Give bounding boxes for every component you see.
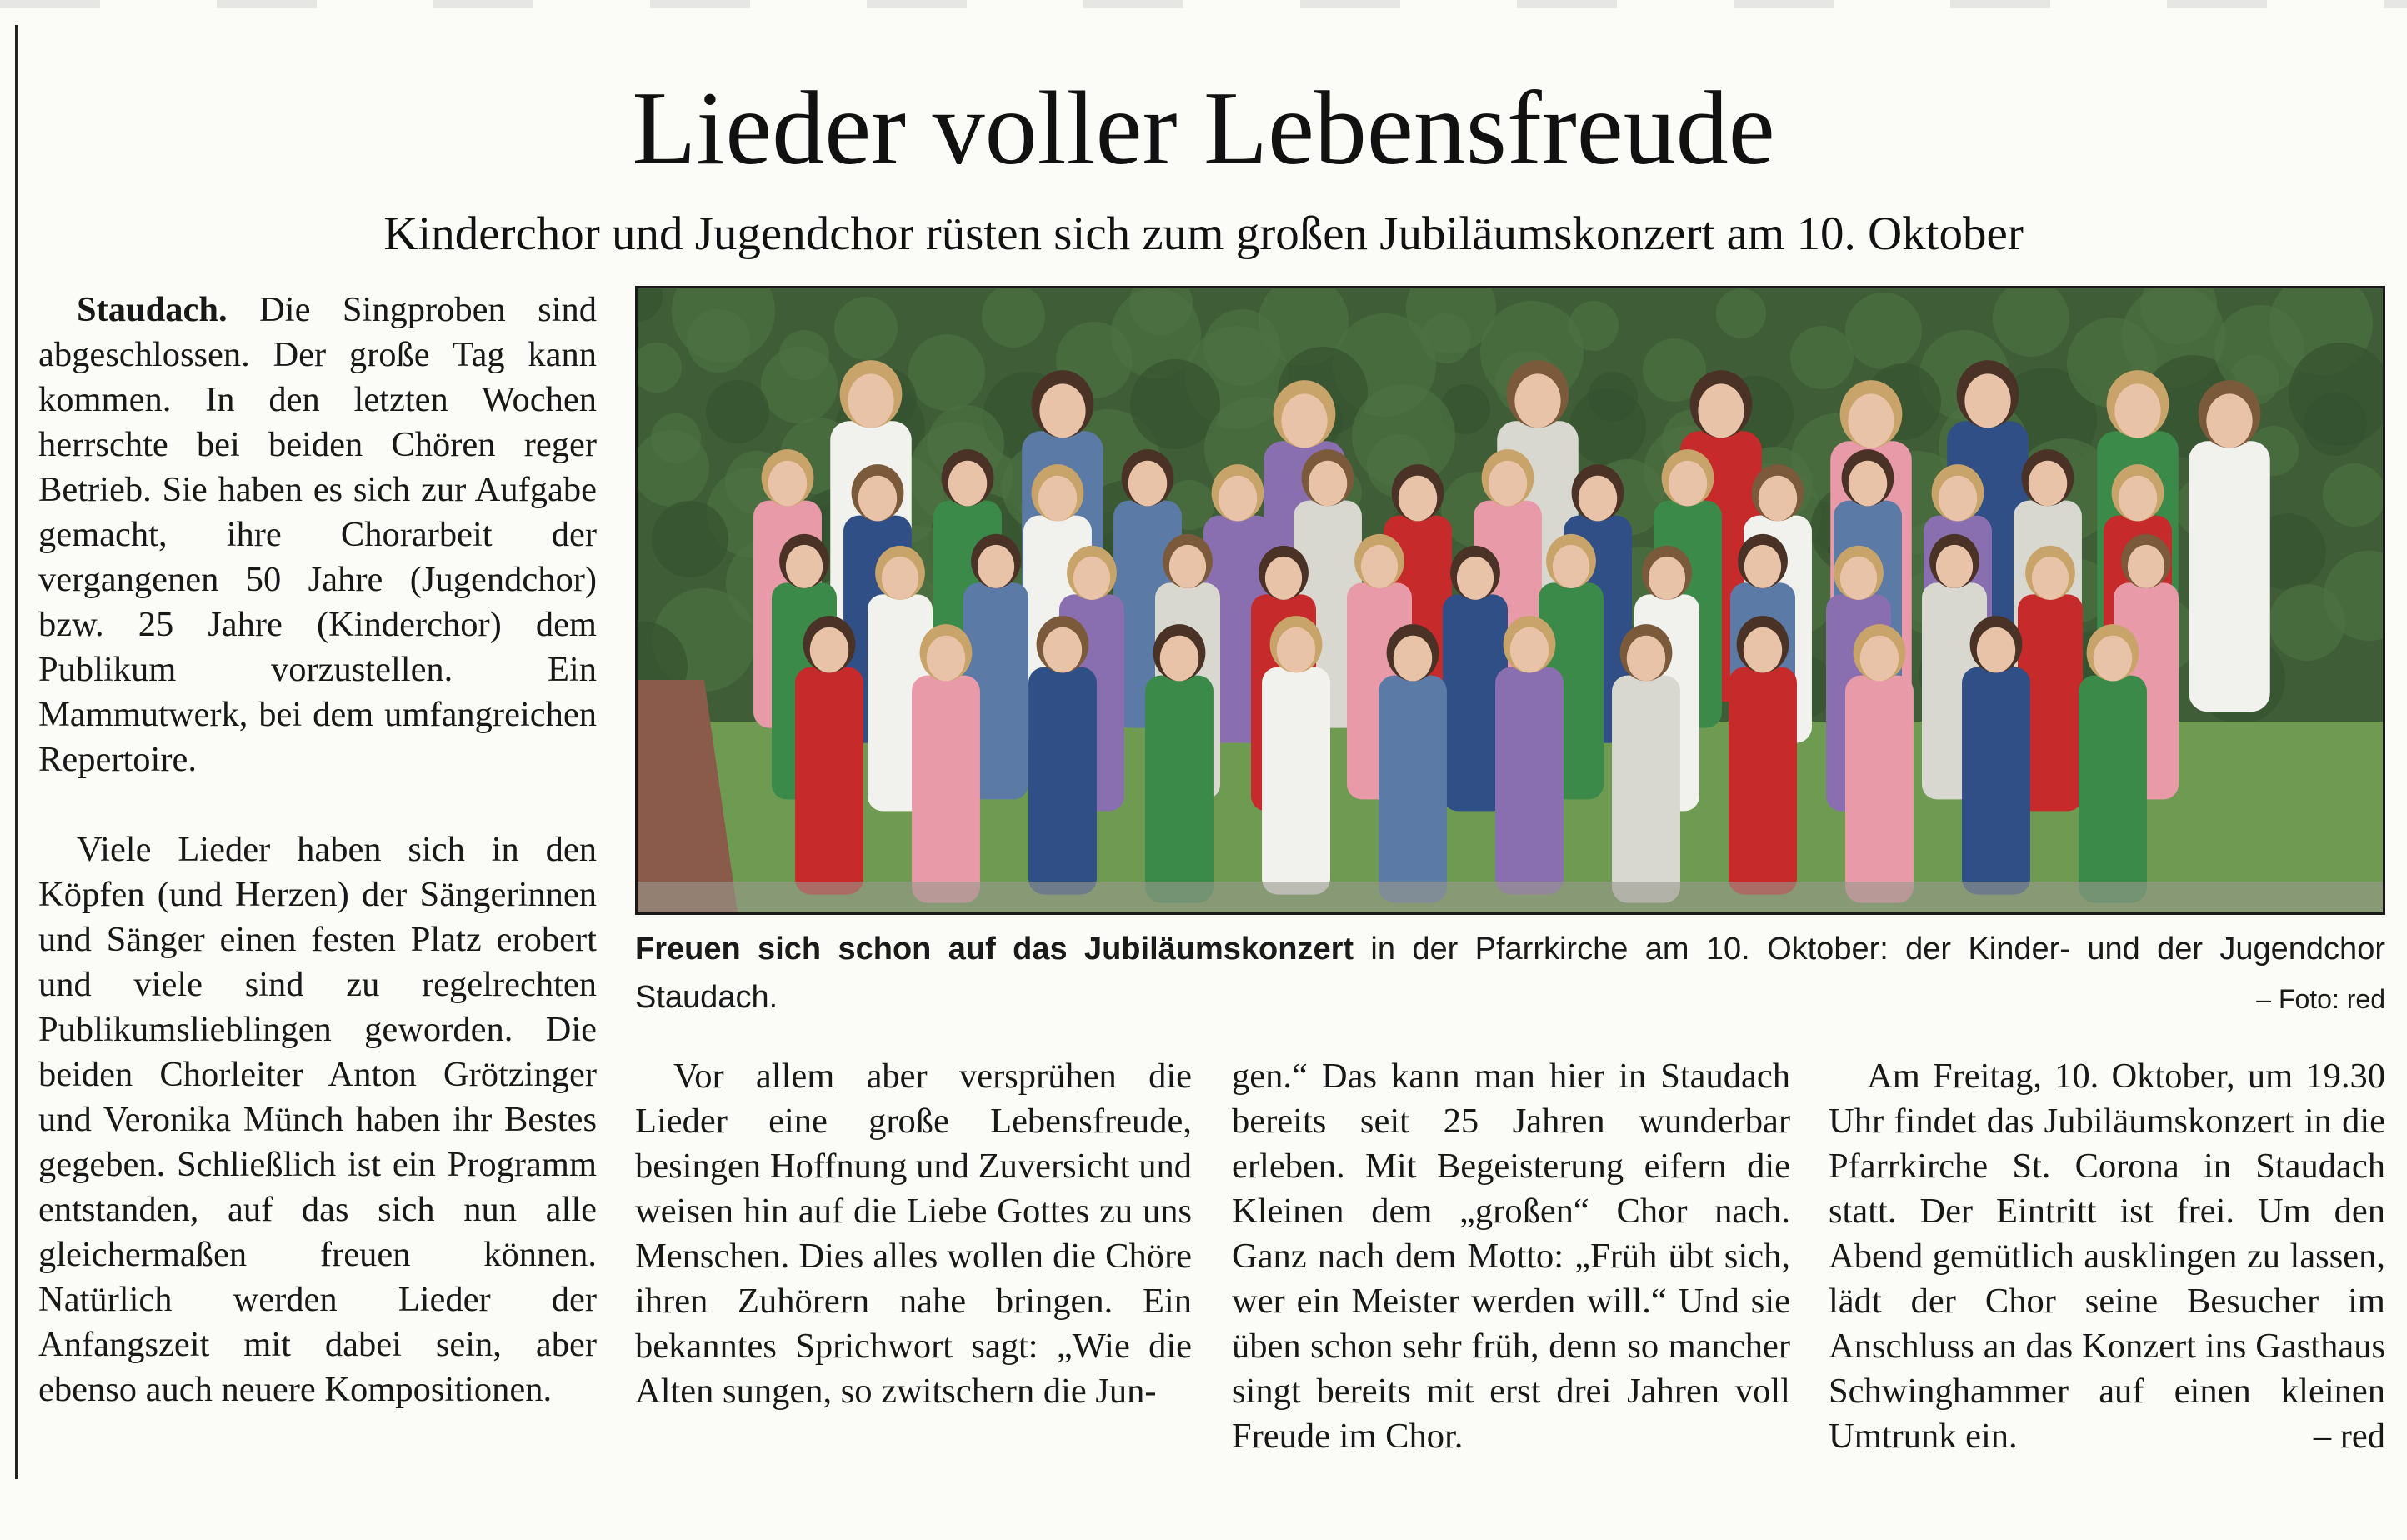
paragraph: Viele Lieder haben sich in den Köpfen (und Herzen) der Sängerinnen und Sänger einen festen Platz erobert und viele sind zu regelrechten Publikumslieblingen geworden. Die beiden Chorleiter Anton Grötzinger und Veronika Münch haben ihr Bestes gegeben. Schließlich ist ein Programm entstanden, auf das sich nun alle gleichermaßen freuen können. Natürlich werden Lieder der Anfangszeit mit dabei sein, aber ebenso auch neuere Kompositionen. xyxy=(38,830,597,1409)
foliage-clump xyxy=(1845,292,1922,369)
choir-member-face xyxy=(927,636,965,682)
choir-member-face xyxy=(2094,636,2132,682)
choir-member-face xyxy=(1399,476,1437,522)
choir-member-face xyxy=(1514,373,1560,428)
choir-member-face xyxy=(1627,636,1665,682)
choir-member-face xyxy=(2119,476,2157,522)
previous-article-fragment xyxy=(0,0,2407,8)
choir-member-face xyxy=(1964,373,2010,428)
text-column-4 xyxy=(1829,1054,2385,1459)
choir-member-face xyxy=(1553,545,1589,588)
choir-member-face xyxy=(1744,628,1782,673)
choir-member-face xyxy=(810,628,848,673)
pavement xyxy=(638,882,2383,912)
caption-text: in der Pfarrkirche am 10. Oktober: der Kinder- und der Jugendchor Staudach. xyxy=(635,932,2385,1015)
choir-member-face xyxy=(1939,476,1977,522)
choir-member-face xyxy=(1043,628,1082,673)
choir-member-face xyxy=(882,557,918,600)
choir-member-face xyxy=(1160,636,1198,682)
choir-member-face xyxy=(1849,461,1887,507)
choir-member-body xyxy=(1145,676,1214,903)
choir-member-face xyxy=(1265,557,1302,600)
foliage-clump xyxy=(706,380,769,443)
paragraph: gen.“ Das kann man hier in Staudach bereits seit 25 Jahren wunderbar erleben. Mit Begeisterung eifern die Kleinen dem „großen“ Chor nach. Ganz nach dem Motto: „Früh übt sich, wer ein Meister werden will.“ Und sie üben schon sehr früh, denn so mancher singt bereits mit erst drei Jahren voll Freude im Chor. xyxy=(1232,1057,1790,1456)
foliage-clump xyxy=(779,330,829,380)
foliage-clump xyxy=(1588,372,1638,422)
choir-member-face xyxy=(1219,476,1257,522)
choir-member-face xyxy=(2114,383,2160,438)
foliage-clump xyxy=(834,297,898,360)
paragraph xyxy=(38,288,597,782)
choir-member-face xyxy=(2032,557,2069,600)
choir-member-face xyxy=(1038,476,1077,522)
paragraph: Vor allem aber versprühen die Lieder eine große Lebensfreude, besingen Hoffnung und Zuversicht und weisen hin auf die Liebe Gottes zu uns Menschen. Dies alles wollen die Chöre ihren Zuhörern nahe bringen. Ein bekanntes Sprichwort sagt: „Wie die Alten sungen, so zwitschern die Jun- xyxy=(635,1057,1192,1411)
choir-member-face xyxy=(1649,557,1685,600)
choir-member-face xyxy=(1039,383,1085,438)
photo-illustration xyxy=(638,288,2383,912)
choir-member-face xyxy=(1277,628,1315,673)
paragraph-text: Am Freitag, 10. Oktober, um 19.30 Uhr findet das Jubiläumskonzert in die Pfarrkirche St. Corona in Staudach statt. Der Eintritt ist frei. Um den Abend gemütlich ausklingen zu lassen, lädt der Chor seine Besucher im Anschluss an das Konzert ins Gasthaus Schwinghammer auf einen kleinen Umtrunk ein. xyxy=(1829,1057,2385,1456)
choir-member-face xyxy=(858,476,897,522)
foliage-clump xyxy=(652,501,728,578)
foliage-clump xyxy=(1790,326,1854,389)
choir-member-face xyxy=(1860,636,1899,682)
choir-member-face xyxy=(1281,393,1327,448)
choir-member-body xyxy=(912,676,980,903)
caption-bold: Freuen sich schon auf das Jubiläumskonzert xyxy=(635,932,1354,967)
choir-member-body xyxy=(1962,668,2030,895)
choir-member-face xyxy=(1936,545,1973,588)
headline: Lieder voller Lebensfreude xyxy=(632,71,1775,187)
choir-member-face xyxy=(1073,557,1110,600)
choir-member-face xyxy=(1848,393,1894,448)
subheadline: Kinderchor und Jugendchor rüsten sich zum großen Jubiläumskonzert am 10. Oktober xyxy=(383,208,2024,260)
choir-member-face xyxy=(1394,636,1432,682)
choir-member-body xyxy=(2189,441,2270,712)
choir-member-body xyxy=(1379,676,1447,903)
paragraph-text: Die Singproben sind abgeschlossen. Der große Tag kann kommen. In den letzten Wochen herrschte bei beiden Chören reger Betrieb. Sie haben es sich zur Aufgabe gemacht, ihre Chorarbeit der vergangenen 50 Jahre (Jugendchor) bzw. 25 Jahre (Kinderchor) dem Publikum vorzustellen. Ein Mammutwerk, bei dem umfangreichen Repertoire. xyxy=(38,290,598,779)
choir-member-body xyxy=(1495,668,1564,895)
choir-group-photo xyxy=(635,286,2385,915)
text-column-2 xyxy=(635,1054,1192,1414)
choir-member-face xyxy=(1128,461,1167,507)
foliage-clump xyxy=(1204,309,1280,386)
choir-member-face xyxy=(786,545,823,588)
choir-member-face xyxy=(1489,461,1527,507)
choir-member-body xyxy=(795,668,863,895)
choir-member-face xyxy=(848,373,893,428)
dateline: Staudach. xyxy=(77,290,228,329)
foliage-clump xyxy=(651,413,701,463)
choir-member-face xyxy=(1309,461,1347,507)
choir-member-face xyxy=(2029,461,2067,507)
choir-member-face xyxy=(1977,628,2015,673)
text-column-1 xyxy=(38,288,597,1412)
text-column-3 xyxy=(1232,1054,1790,1459)
photo-credit: – Foto: red xyxy=(2256,984,2385,1014)
choir-member-body xyxy=(1262,668,1330,895)
choir-member-face xyxy=(1457,557,1494,600)
choir-member-body xyxy=(1845,676,1914,903)
choir-member-face xyxy=(1361,545,1398,588)
choir-member-body xyxy=(1612,676,1680,903)
choir-member-face xyxy=(1579,476,1617,522)
signature: – red xyxy=(2313,1417,2385,1456)
choir-member-face xyxy=(1840,557,1877,600)
choir-member-face xyxy=(1669,461,1707,507)
choir-member-face xyxy=(2128,545,2164,588)
choir-member-face xyxy=(1759,476,1797,522)
foliage-clump xyxy=(908,334,985,411)
choir-member-face xyxy=(1744,545,1781,588)
choir-member-body xyxy=(1729,668,1797,895)
paragraph xyxy=(1829,1054,2385,1459)
choir-member-face xyxy=(1698,383,1744,438)
choir-member-face xyxy=(2206,393,2252,448)
choir-member-body xyxy=(2079,676,2147,903)
choir-member-face xyxy=(1169,545,1206,588)
foliage-clump xyxy=(1716,288,1766,338)
choir-member-face xyxy=(948,461,987,507)
choir-member-body xyxy=(1028,668,1097,895)
foliage-clump xyxy=(2269,584,2345,661)
choir-member-face xyxy=(768,461,807,507)
choir-member-face xyxy=(1510,628,1549,673)
choir-member-face xyxy=(978,545,1014,588)
